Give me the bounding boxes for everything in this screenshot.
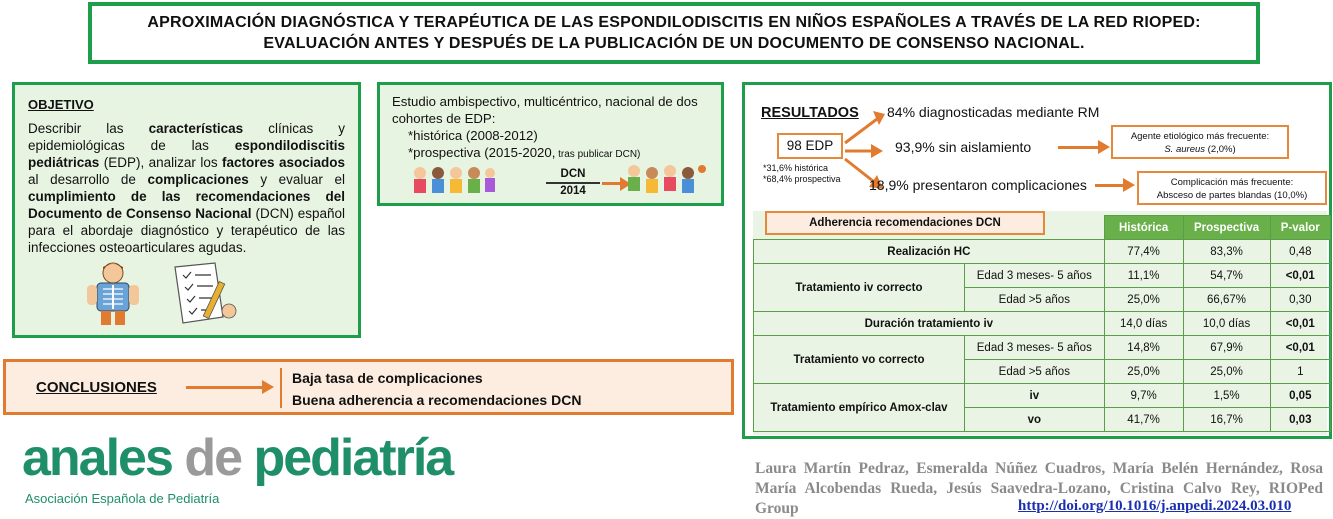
cell-pvalor: 1 bbox=[1270, 360, 1330, 384]
objective-text-part: al desarrollo de bbox=[28, 172, 148, 187]
table-header-row bbox=[754, 216, 1331, 240]
cohort-pct-prospective: *68,4% prospectiva bbox=[763, 174, 841, 184]
table-row bbox=[754, 384, 1331, 408]
conclusions-list bbox=[292, 367, 581, 411]
adherence-table bbox=[753, 215, 1331, 432]
complication-value: Absceso de partes blandas (10,0%) bbox=[1156, 190, 1308, 201]
cell-pvalor: 0,48 bbox=[1270, 240, 1330, 264]
child-xray-illustration bbox=[77, 261, 149, 327]
study-cohort-historic: *histórica (2008-2012) bbox=[408, 128, 538, 143]
cell-pvalor: 0,03 bbox=[1270, 408, 1330, 432]
complication-title: Complicación más frecuente: bbox=[1170, 177, 1294, 188]
row-label: Duración tratamiento iv bbox=[754, 312, 1105, 336]
cell-pvalor: 0,05 bbox=[1270, 384, 1330, 408]
objective-text-part: (EDP), analizar los bbox=[99, 155, 223, 170]
finding-complications: 18,9% presentaron complicaciones bbox=[869, 177, 1087, 193]
agent-value bbox=[1113, 143, 1287, 156]
conclusions-arrow-head bbox=[262, 380, 274, 394]
study-cohort-prospective bbox=[392, 144, 709, 163]
row-sublabel: Edad >5 años bbox=[964, 360, 1104, 384]
cell-pvalor: <0,01 bbox=[1270, 264, 1330, 288]
objective-bold-part: factores asociados bbox=[222, 155, 345, 170]
poster-title bbox=[88, 2, 1260, 64]
cell-historica: 11,1% bbox=[1104, 264, 1183, 288]
table-empty-cell bbox=[754, 216, 965, 240]
objective-text-part: (DCN) español para el abordaje diagnóstico y terapéutico de las infecciones osteoarticulares agudas. bbox=[28, 206, 345, 255]
agent-arrow-head bbox=[1098, 140, 1110, 154]
kids-group-illustration bbox=[410, 165, 496, 195]
table-row bbox=[754, 312, 1331, 336]
cell-historica: 41,7% bbox=[1104, 408, 1183, 432]
cell-pvalor: <0,01 bbox=[1270, 312, 1330, 336]
finding-mri: 84% diagnosticadas mediante RM bbox=[887, 104, 1100, 120]
row-label: Realización HC bbox=[754, 240, 1105, 264]
study-arrow-line bbox=[602, 182, 622, 185]
title-line-1: APROXIMACIÓN DIAGNÓSTICA Y TERAPÉUTICA DE LAS ESPONDILODISCITIS EN NIÑOS ESPAÑOLES A TRAVÉS DE LA RED RIOPED: bbox=[147, 14, 1201, 31]
cell-prospectiva: 54,7% bbox=[1183, 264, 1270, 288]
cohort-percentages bbox=[763, 163, 841, 185]
journal-subtitle: Asociación Española de Pediatría bbox=[25, 491, 220, 506]
cell-prospectiva: 1,5% bbox=[1183, 384, 1270, 408]
cell-historica: 9,7% bbox=[1104, 384, 1183, 408]
cell-prospectiva: 83,3% bbox=[1183, 240, 1270, 264]
row-sublabel: vo bbox=[964, 408, 1104, 432]
objective-bold-part: características bbox=[148, 121, 244, 136]
conclusions-panel bbox=[3, 359, 734, 415]
complication-box bbox=[1137, 171, 1327, 205]
cell-prospectiva: 67,9% bbox=[1183, 336, 1270, 360]
complication-arrow-head bbox=[1123, 178, 1135, 192]
cell-historica: 14,0 días bbox=[1104, 312, 1183, 336]
row-sublabel: Edad >5 años bbox=[964, 288, 1104, 312]
checklist-illustration bbox=[167, 261, 239, 327]
results-panel bbox=[742, 82, 1332, 439]
doi-link[interactable]: http://doi.org/10.1016/j.anpedi.2024.03.010 bbox=[1018, 498, 1292, 514]
study-cohort-prospective-text: *prospectiva (2015-2020, bbox=[408, 145, 556, 160]
cell-historica: 77,4% bbox=[1104, 240, 1183, 264]
objective-panel bbox=[12, 82, 361, 338]
row-sublabel: Edad 3 meses- 5 años bbox=[964, 264, 1104, 288]
cell-pvalor: 0,30 bbox=[1270, 288, 1330, 312]
journal-logo-part: de bbox=[184, 429, 242, 487]
dcn-year: 2014 bbox=[546, 182, 600, 199]
agent-title: Agente etiológico más frecuente: bbox=[1130, 131, 1270, 142]
objective-heading: OBJETIVO bbox=[28, 97, 94, 112]
header-historica: Histórica bbox=[1104, 216, 1183, 240]
study-design-panel bbox=[377, 82, 724, 206]
adherence-label: Adherencia recomendaciones DCN bbox=[765, 211, 1045, 235]
kids-playing-illustration bbox=[624, 163, 706, 195]
agent-box bbox=[1111, 125, 1289, 159]
cell-historica: 25,0% bbox=[1104, 360, 1183, 384]
conclusions-divider bbox=[280, 368, 282, 408]
conclusion-item: Baja tasa de complicaciones bbox=[292, 370, 483, 386]
study-description: Estudio ambispectivo, multicéntrico, nacional de dos cohortes de EDP: bbox=[392, 94, 698, 126]
table-empty-cell bbox=[964, 216, 1104, 240]
dcn-marker bbox=[544, 167, 602, 199]
cell-prospectiva: 25,0% bbox=[1183, 360, 1270, 384]
complication-arrow-line bbox=[1095, 184, 1125, 187]
cell-historica: 25,0% bbox=[1104, 288, 1183, 312]
header-prospectiva: Prospectiva bbox=[1183, 216, 1270, 240]
row-sublabel: Edad 3 meses- 5 años bbox=[964, 336, 1104, 360]
objective-text-part: y evaluar el bbox=[248, 172, 345, 187]
objective-bold-part: espondilodiscitis pediátricas bbox=[28, 138, 345, 170]
table-row bbox=[754, 240, 1331, 264]
cohort-pct-historic: *31,6% histórica bbox=[763, 163, 829, 173]
journal-logo-part: pediatría bbox=[241, 429, 453, 487]
objective-bold-part: cumplimiento de las recomendaciones del Documento de Consenso Nacional bbox=[28, 189, 345, 221]
journal-logo-part: anales bbox=[22, 429, 185, 487]
conclusions-label: CONCLUSIONES bbox=[36, 379, 157, 396]
journal-logo bbox=[22, 428, 452, 488]
agent-arrow-line bbox=[1058, 146, 1100, 149]
finding-no-isolation: 93,9% sin aislamiento bbox=[895, 139, 1032, 155]
conclusion-item: Buena adherencia a recomendaciones DCN bbox=[292, 392, 582, 408]
agent-pct: (2,0%) bbox=[1205, 144, 1236, 155]
table-row bbox=[754, 264, 1331, 288]
row-label: Tratamiento iv correcto bbox=[754, 264, 965, 312]
dcn-label: DCN bbox=[560, 168, 586, 180]
total-cases-box: 98 EDP bbox=[777, 133, 843, 159]
objective-text-part: Describir las bbox=[28, 121, 149, 136]
cell-pvalor: <0,01 bbox=[1270, 336, 1330, 360]
table-row bbox=[754, 336, 1331, 360]
title-line-2: EVALUACIÓN ANTES Y DESPUÉS DE LA PUBLICACIÓN DE UN DOCUMENTO DE CONSENSO NACIONAL. bbox=[263, 35, 1085, 52]
header-pvalor: P-valor bbox=[1270, 216, 1330, 240]
results-heading: RESULTADOS bbox=[761, 105, 859, 121]
objective-text bbox=[28, 120, 345, 256]
row-sublabel: iv bbox=[964, 384, 1104, 408]
authors: Laura Martín Pedraz, Esmeralda Núñez Cuadros, María Belén Hernández, Rosa María Alcobendas Rueda, Jesús Saavedra-Lozano, Cristina Calvo Rey, RIOPed Group bbox=[755, 460, 1323, 517]
agent-name: S. aureus bbox=[1164, 144, 1206, 155]
row-label: Tratamiento vo correcto bbox=[754, 336, 965, 384]
cell-historica: 14,8% bbox=[1104, 336, 1183, 360]
cell-prospectiva: 16,7% bbox=[1183, 408, 1270, 432]
cell-prospectiva: 10,0 días bbox=[1183, 312, 1270, 336]
objective-bold-part: complicaciones bbox=[147, 172, 249, 187]
cell-prospectiva: 66,67% bbox=[1183, 288, 1270, 312]
row-label: Tratamiento empírico Amox-clav bbox=[754, 384, 965, 432]
objective-text-part: clínicas y epidemiológicas de las bbox=[28, 121, 345, 153]
study-cohort-prospective-note: tras publicar DCN) bbox=[555, 149, 641, 160]
conclusions-arrow-line bbox=[186, 386, 264, 389]
